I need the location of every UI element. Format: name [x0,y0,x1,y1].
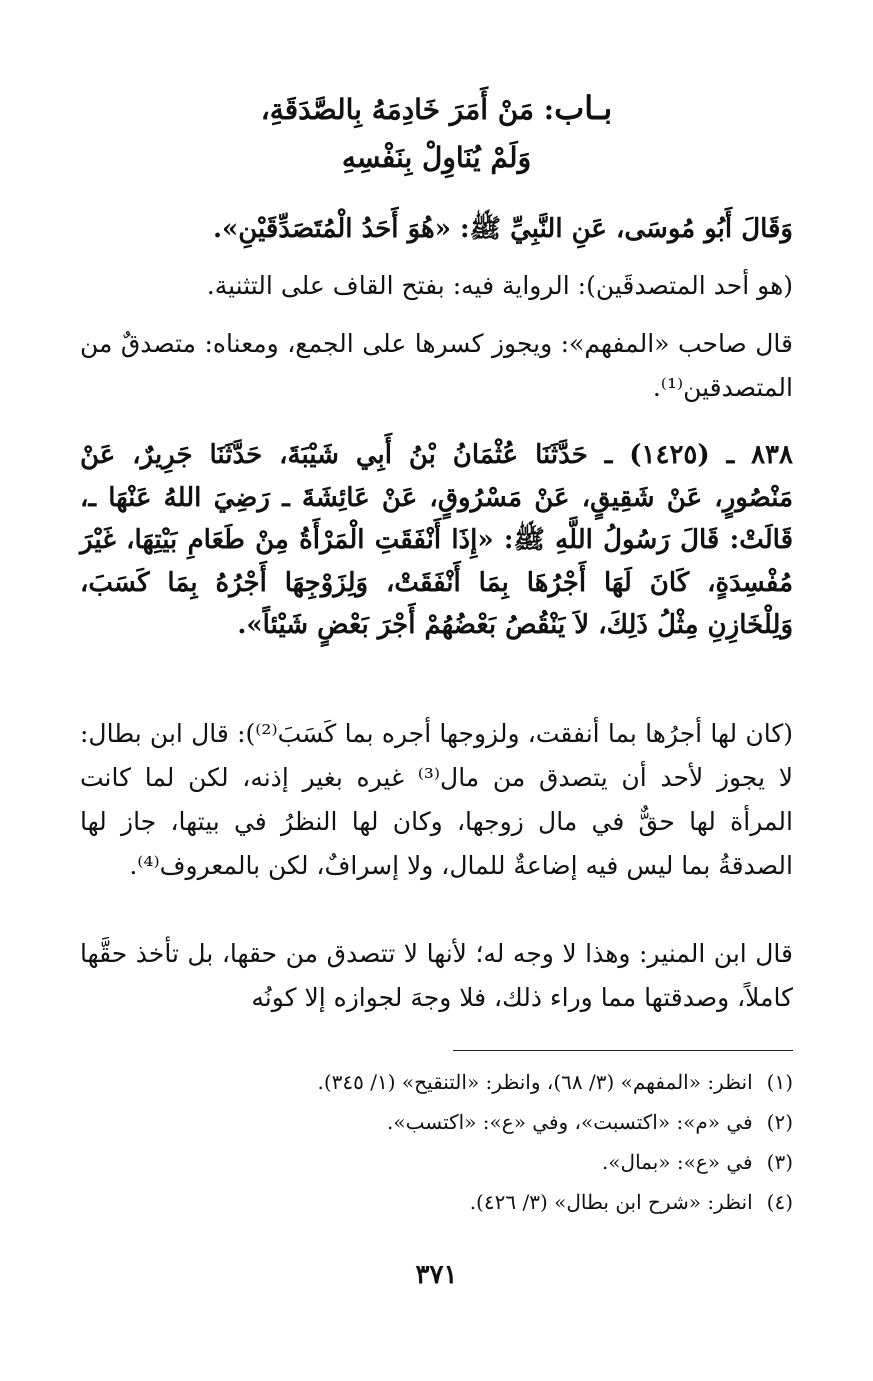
commentary-4 [80,932,793,1020]
footnote-divider [453,1050,793,1051]
footnote-4 [80,1186,793,1218]
paragraph-2: قال صاحب «المفهم»: ويجوز كسرها على الجمع، ومعناه: متصدقٌ من المتصدقين⁽¹⁾. [80,329,793,402]
footnote-number: (٤) [766,1190,793,1214]
bab-label: بـاب [554,89,613,127]
heading-text-1: مَنْ أَمَرَ خَادِمَهُ بِالصَّدَقَةِ، [260,93,535,126]
commentary-2 [80,322,793,410]
heading-line-1: بـاب: مَنْ أَمَرَ خَادِمَهُ بِالصَّدَقَةِ، [260,89,613,127]
footnote-text: في «م»: «اكتسبت»، وفي «ع»: «اكتسب». [387,1110,753,1134]
commentary-3 [80,712,793,888]
hadith-text: ٨٣٨ ـ (١٤٢٥) ـ حَدَّثَنَا عُثْمَانُ بْنُ أَبِي شَيْبَةَ، حَدَّثَنَا جَرِيرٌ، عَنْ مَنْصُورٍ، عَنْ شَقِيقٍ، عَنْ مَسْرُوقٍ، عَنْ عَائِشَةَ ـ رَضِيَ اللهُ عَنْهَا ـ، قَالَتْ: قَالَ رَسُولُ اللَّهِ ﷺ: «إِذَا أَنْفَقَتِ الْمَرْأَةُ مِنْ طَعَامِ بَيْتِهَا، غَيْرَ مُفْسِدَةٍ، كَانَ لَهَا أَجْرُهَا بِمَا أَنْفَقَتْ، وَلِزَوْجِهَا أَجْرُهُ بِمَا كَسَبَ، وَلِلْخَازِنِ مِثْلُ ذَلِكَ، لاَ يَنْقُصُ بَعْضُهُمْ أَجْرَ بَعْضٍ شَيْئاً». [80,440,793,640]
footnote-number: (٢) [766,1110,793,1134]
footnote-number: (١) [766,1070,793,1094]
chapter-heading [80,84,793,182]
hadith-block [80,434,793,647]
footnote-2 [80,1106,793,1138]
page-number: ٣٧١ [415,1260,458,1290]
footnote-1 [80,1066,793,1098]
footnote-text: في «ع»: «بمال». [601,1150,753,1174]
footnote-number: (٣) [766,1150,793,1174]
paragraph-5: قال ابن المنير: وهذا لا وجه له؛ لأنها لا تتصدق من حقها، بل تأخذ حقَّها كاملاً، وصدقتها مما وراء ذلك، فلا وجهَ لجوازه إلا كونُه [80,939,793,1012]
footnote-3 [80,1146,793,1178]
tarjama-block [80,207,793,251]
heading-line-2: وَلَمْ يُنَاوِلْ بِنَفْسِهِ [341,141,532,174]
footnote-text: انظر: «شرح ابن بطال» (٣/ ٤٢٦). [469,1190,753,1214]
commentary-1 [80,264,793,308]
tarjama-text: وَقَالَ أَبُو مُوسَى، عَنِ النَّبِيِّ ﷺ: «هُوَ أَحَدُ الْمُتَصَدِّقَيْنِ». [212,214,793,244]
footnote-text: انظر: «المفهم» (٣/ ٦٨)، وانظر: «التنقيح» (١/ ٣٤٥). [317,1070,753,1094]
paragraph-1: (هو أحد المتصدقَين): الرواية فيه: بفتح القاف على التثنية. [206,271,793,300]
paragraph-4: (كان لها أجرُها بما أنفقت، ولزوجها أجره بما كَسَبَ⁽²⁾): قال ابن بطال: لا يجوز لأحد أن يتصدق من مال⁽³⁾ غيره بغير إذنه، لكن لما كانت المرأة لها حقٌّ في مال زوجها، وكان لها النظرُ في بيتها، جاز لها الصدقةُ بما ليس فيه إضاعةٌ للمال، ولا إسرافٌ، لكن بالمعروف⁽⁴⁾. [80,719,794,880]
